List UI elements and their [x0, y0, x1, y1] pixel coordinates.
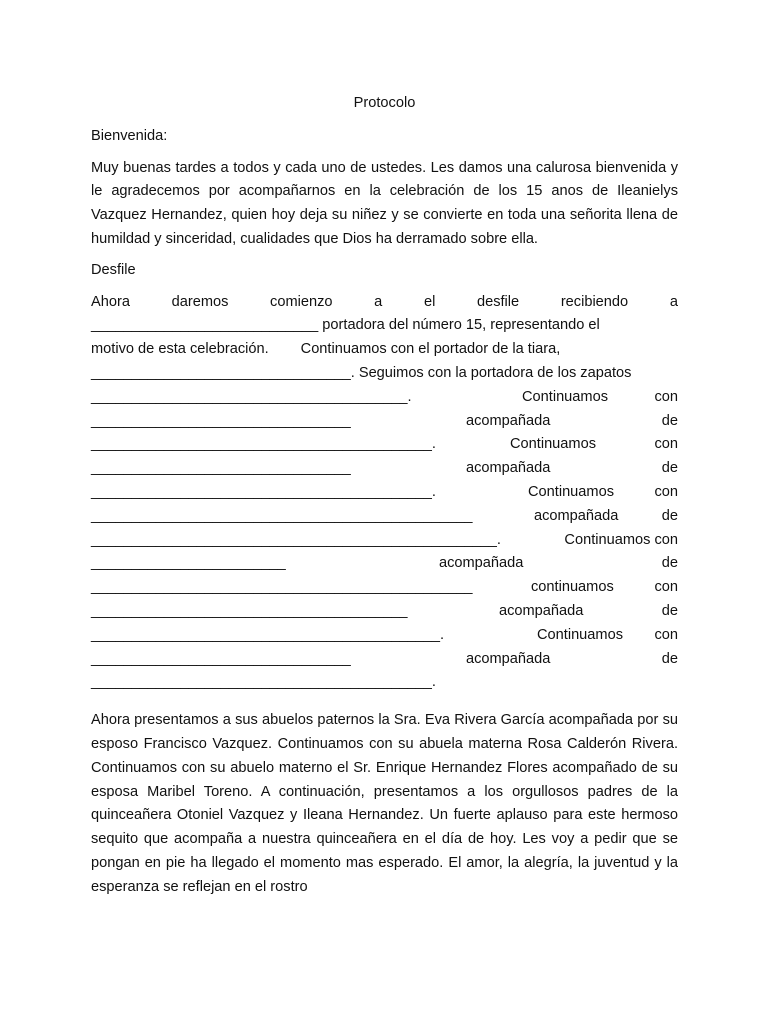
desfile-line-12 [91, 552, 678, 576]
desfile-line-7 [91, 433, 678, 457]
word: a [374, 293, 383, 310]
word: acompañada [534, 507, 619, 524]
desfile-line-8 [91, 457, 678, 481]
word: de [661, 602, 678, 619]
word: con [654, 483, 678, 500]
blank-line: ________________________ [91, 555, 286, 572]
document-title: Protocolo [353, 95, 416, 111]
word: continuamos [531, 579, 614, 596]
line-segment: motivo de esta celebración. [91, 341, 269, 358]
word: Ahora [91, 293, 130, 310]
word: de [661, 650, 678, 667]
desfile-line-15 [91, 624, 678, 648]
blank-line: _______________________________________. [91, 388, 412, 405]
word: acompañada [439, 555, 524, 572]
word: Continuamos [510, 436, 596, 453]
word: con [654, 626, 678, 643]
word: a [669, 293, 678, 310]
desfile-line-3 [91, 338, 678, 362]
desfile-line-11 [91, 529, 678, 553]
desfile-line-2: ____________________________ portadora del número 15, representando el [91, 317, 600, 334]
desfile-paragraph [91, 291, 678, 696]
blank-line: _______________________________________ [91, 602, 408, 619]
word: desfile [476, 293, 520, 310]
desfile-line-6 [91, 410, 678, 434]
desfile-line-14 [91, 600, 678, 624]
blank-line: ________________________________ [91, 650, 351, 667]
blank-line: __________________________________________________. [91, 531, 501, 548]
word: con [654, 436, 678, 453]
desfile-line-5 [91, 386, 678, 410]
blank-line: ________________________________ [91, 412, 351, 429]
word: daremos [171, 293, 229, 310]
word: comienzo [270, 293, 333, 310]
word: el [423, 293, 436, 310]
bienvenida-paragraph: Muy buenas tardes a todos y cada uno de ustedes. Les damos una calurosa bienvenida y le agradecemos por acompañarnos en la celebración de los 15 anos de Ileanielys Vazquez Hernandez, quien hoy deja su niñez y se convierte en toda una señorita llena de humildad y sinceridad, cualidades que Dios ha derramado sobre ella. [91, 159, 678, 247]
desfile-line-4: ________________________________. Seguimos con la portadora de los zapatos [91, 364, 632, 381]
document-page [91, 92, 678, 900]
word: acompañada [499, 602, 584, 619]
desfile-line-16 [91, 648, 678, 672]
word: Continuamos [537, 626, 623, 643]
word: de [661, 460, 678, 477]
word: con [654, 388, 678, 405]
blank-line: __________________________________________. [91, 483, 436, 500]
desfile-line-1 [91, 291, 678, 315]
blank-line: ________________________________ [91, 460, 351, 477]
desfile-heading: Desfile [91, 261, 136, 278]
presentacion-paragraph: Ahora presentamos a sus abuelos paternos la Sra. Eva Rivera García acompañada por su esposo Francisco Vazquez. Continuamos con su abuela materna Rosa Calderón Rivera. Continuamos con su abuelo materno el Sr. Enrique Hernandez Flores acompañado de su esposa Maribel Toreno. A continuación, presentamos a los orgullosos padres de la quinceañera Otoniel Vazquez y Ileana Hernandez. Un fuerte aplauso para este hermoso sequito que acompaña a nuestra quinceañera en el día de hoy. Les voy a pedir que se pongan en pie ha llegado el momento mas esperado. El amor, la alegría, la juventud y la esperanza se reflejan en el rostro [91, 712, 678, 895]
bienvenida-heading: Bienvenida: [91, 127, 168, 144]
word: recibiendo [560, 293, 629, 310]
word: Continuamos [528, 483, 614, 500]
desfile-line-9 [91, 481, 678, 505]
blank-line: _______________________________________________ [91, 579, 473, 596]
word: de [661, 555, 678, 572]
desfile-line-17: __________________________________________. [91, 674, 436, 691]
line-segment: Continuamos con el portador de la tiara, [300, 341, 561, 358]
desfile-line-13 [91, 576, 678, 600]
word: de [661, 507, 678, 524]
word: de [661, 412, 678, 429]
desfile-line-10 [91, 505, 678, 529]
word: acompañada [466, 650, 551, 667]
word: Continuamos con [564, 531, 678, 548]
word: acompañada [466, 412, 551, 429]
word: Continuamos [522, 388, 608, 405]
blank-line: _______________________________________________ [91, 507, 473, 524]
blank-line: __________________________________________. [91, 436, 436, 453]
word: acompañada [466, 460, 551, 477]
word: con [654, 579, 678, 596]
blank-line: ___________________________________________. [91, 626, 445, 643]
